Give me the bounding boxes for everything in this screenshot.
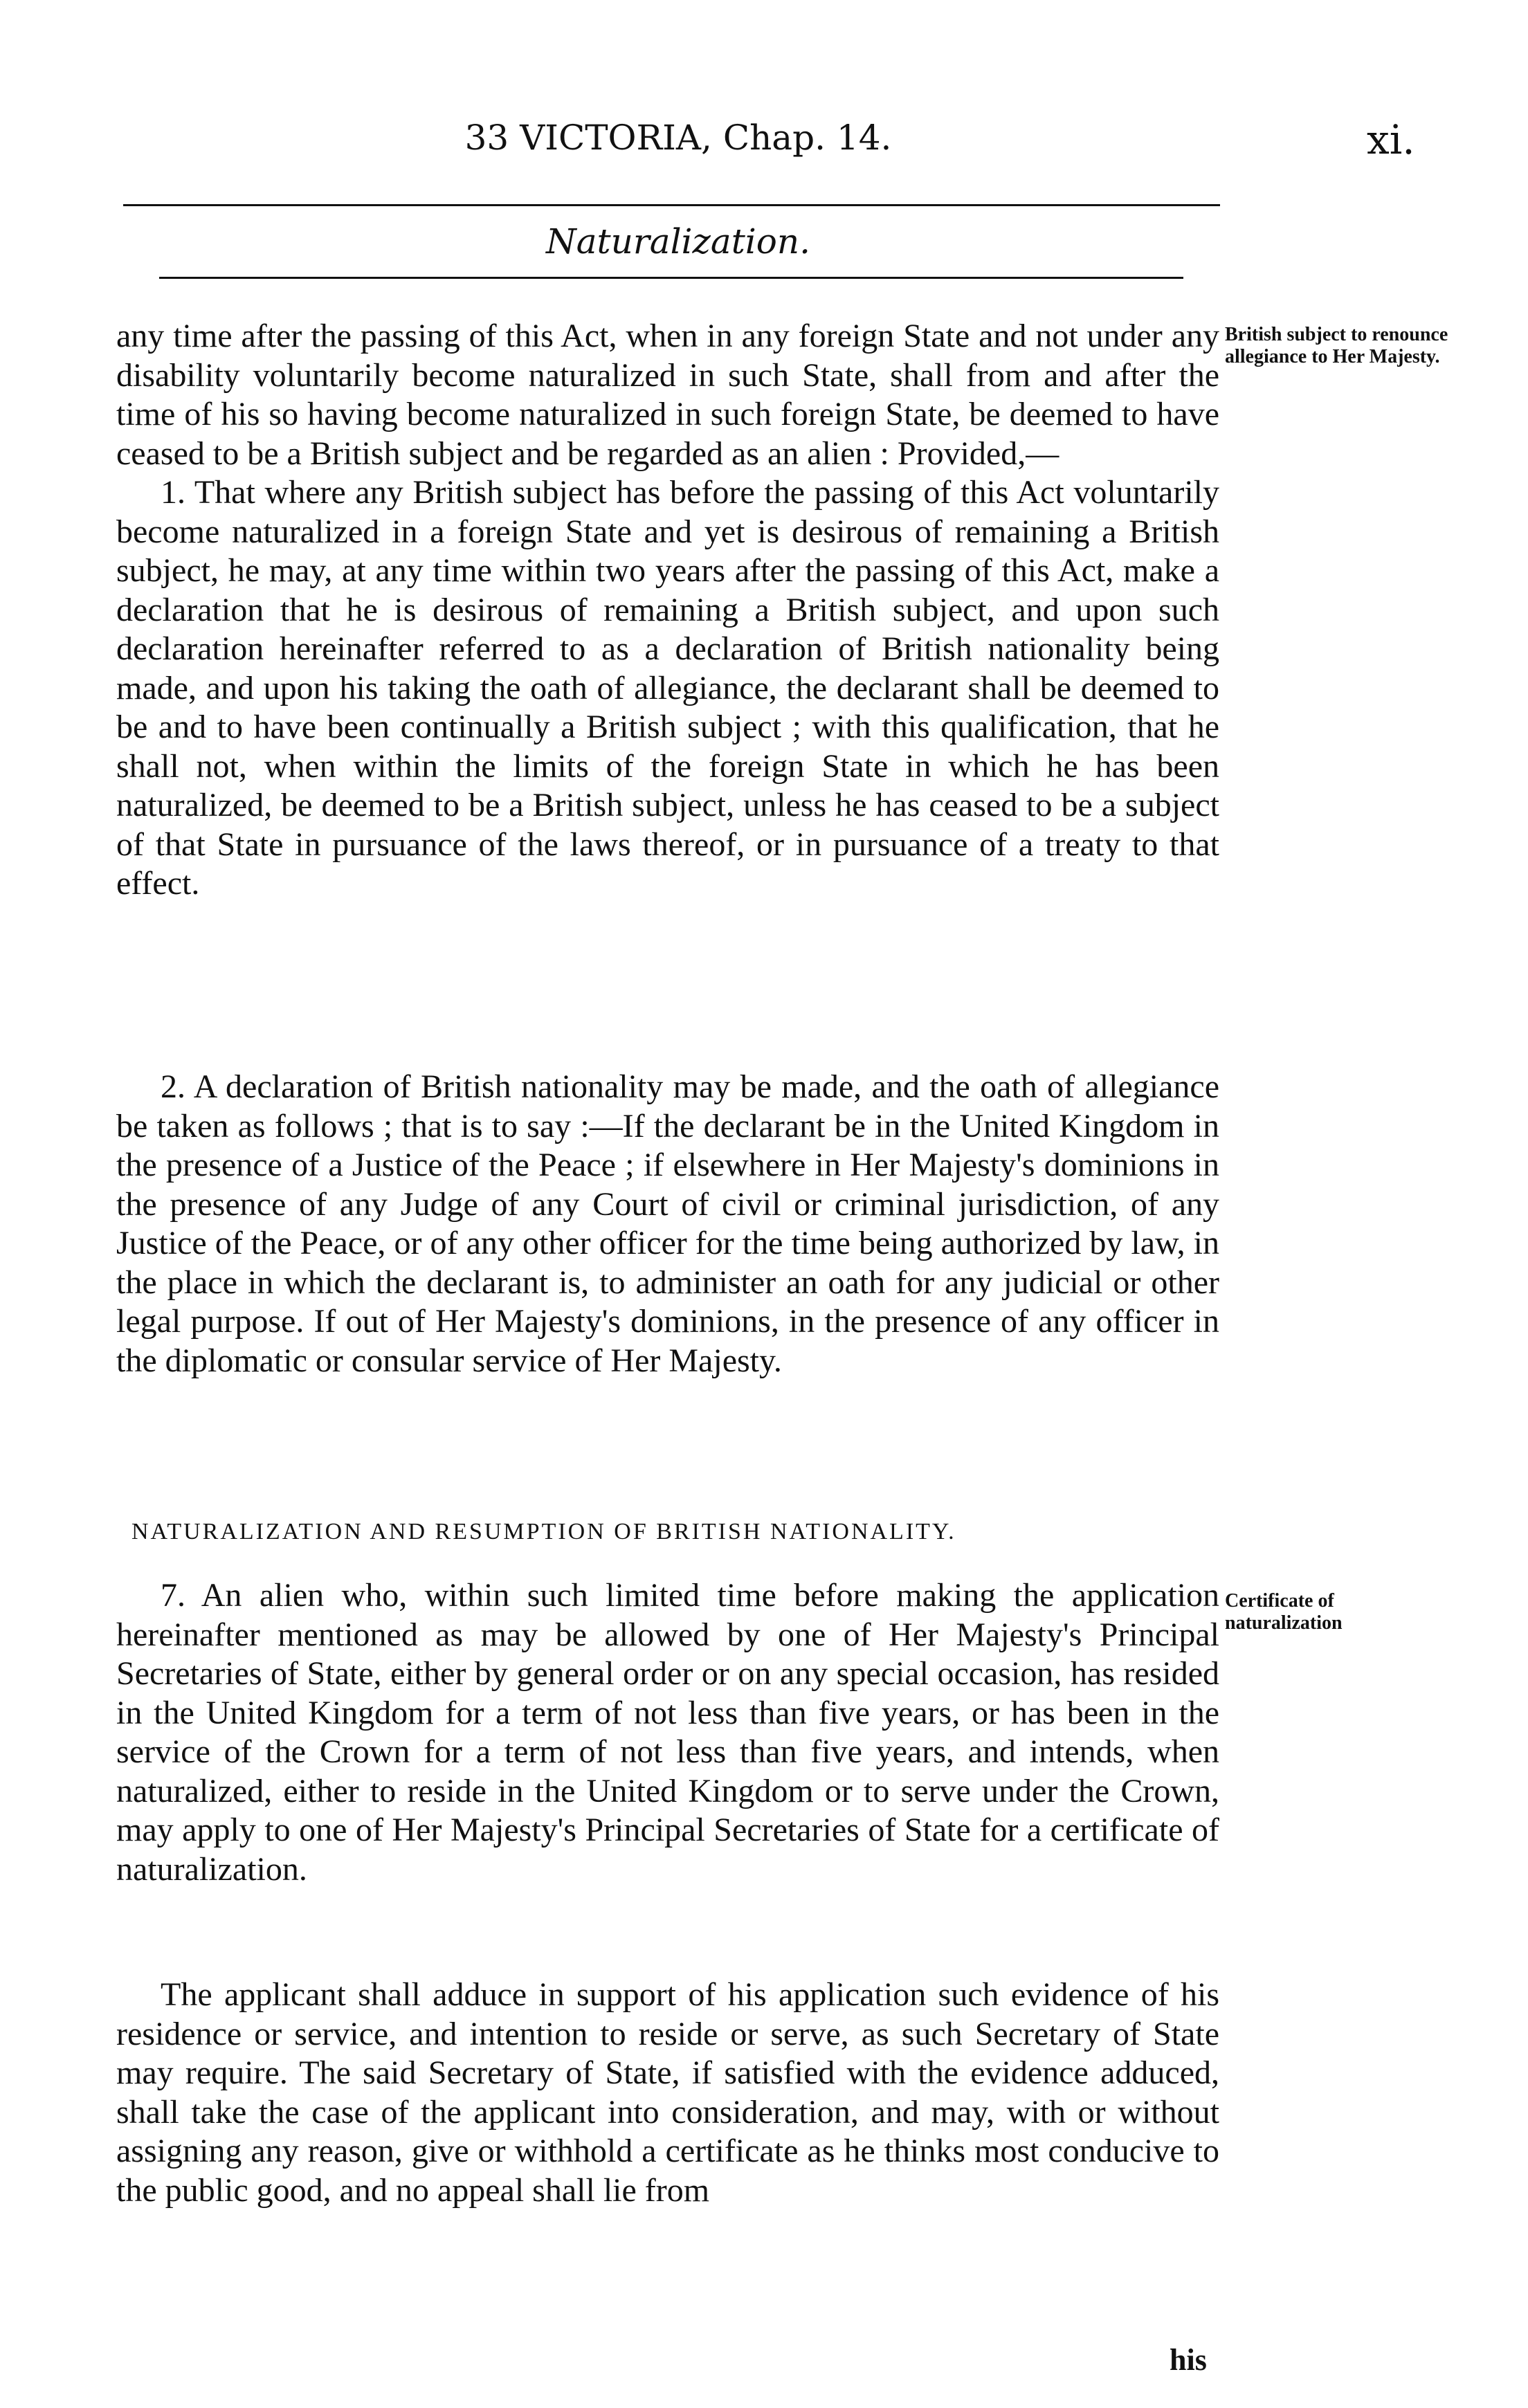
header-rule-top bbox=[123, 204, 1220, 206]
text-block-declaration bbox=[116, 1068, 1219, 1380]
section-heading: NATURALIZATION AND RESUMPTION OF BRITISH NATIONALITY. bbox=[131, 1519, 956, 1544]
paragraph: 7. An alien who, within such limited time before making the application hereinafter mentioned as may be allowed by one of Her Majesty's Principal Secretaries of State, either by general order or on any special occasion, has resided in the United Kingdom for a term of not less than five years, or has been in the service of the Crown for a term of not less than five years, and intends, when naturalized, either to reside in the United Kingdom or to serve under the Crown, may apply to one of Her Majesty's Principal Secretaries of State for a certificate of naturalization. bbox=[116, 1577, 1219, 1888]
running-header: 33 VICTORIA, Chap. 14. bbox=[464, 118, 892, 158]
margin-note: British subject to renounce allegiance to Her Majesty. bbox=[1225, 324, 1448, 367]
paragraph: 2. A declaration of British nationality may be made, and the oath of allegiance be taken as follows ; that is to say :—If the declarant be in the United Kingdom in the presence of a Justice of the Peace ; if elsewhere in Her Majesty's dominions in the presence of any Judge of any Court of civil or criminal jurisdiction, of any Justice of the Peace, or of any other officer for the time being authorized by law, in the place in which the declarant is, to administer an oath for any judicial or other legal purpose. If out of Her Majesty's dominions, in the presence of any officer in the diplomatic or consular service of Her Majesty. bbox=[116, 1068, 1219, 1379]
paragraph: any time after the passing of this Act, when in any foreign State and not under any disability voluntarily become naturalized in such State, shall from and after the time of his so having become naturalized in such foreign State, be deemed to have ceased to be a British subject and be regarded as an alien : Provided,— bbox=[116, 318, 1219, 472]
text-block-applicant bbox=[116, 1976, 1219, 2210]
header-rule-bottom bbox=[159, 277, 1183, 279]
paragraph: 1. That where any British subject has before the passing of this Act voluntarily become naturalized in a foreign State and yet is desirous of remaining a British subject, he may, at any time within two years after the passing of this Act, make a declaration that he is desirous of remaining a British subject, and upon such declaration hereinafter referred to as a declaration of British nationality being made, and upon his taking the oath of allegiance, the declarant shall be deemed to be and to have been continually a British subject ; with this qualification, that he shall not, when within the limits of the foreign State in which he has been naturalized, be deemed to be a British subject, unless he has ceased to be a subject of that State in pursuance of the laws thereof, or in pursuance of a treaty to that effect. bbox=[116, 474, 1219, 902]
section-subtitle: Naturalization. bbox=[546, 221, 810, 262]
text-block-continuation bbox=[116, 317, 1219, 904]
margin-note: Certificate of naturalization bbox=[1225, 1590, 1343, 1634]
catchword: his bbox=[1170, 2343, 1207, 2377]
text-block-section-7 bbox=[116, 1576, 1219, 1889]
page-number: xi. bbox=[1367, 116, 1415, 163]
paragraph: The applicant shall adduce in support of his application such evidence of his residence or service, and intention to reside or serve, as such Secretary of State may require. The said Secretary of State, if satisfied with the evidence adduced, shall take the case of the applicant into consideration, and may, with or without assigning any reason, give or withhold a certificate as he thinks most conducive to the public good, and no appeal shall lie from bbox=[116, 1976, 1219, 2209]
